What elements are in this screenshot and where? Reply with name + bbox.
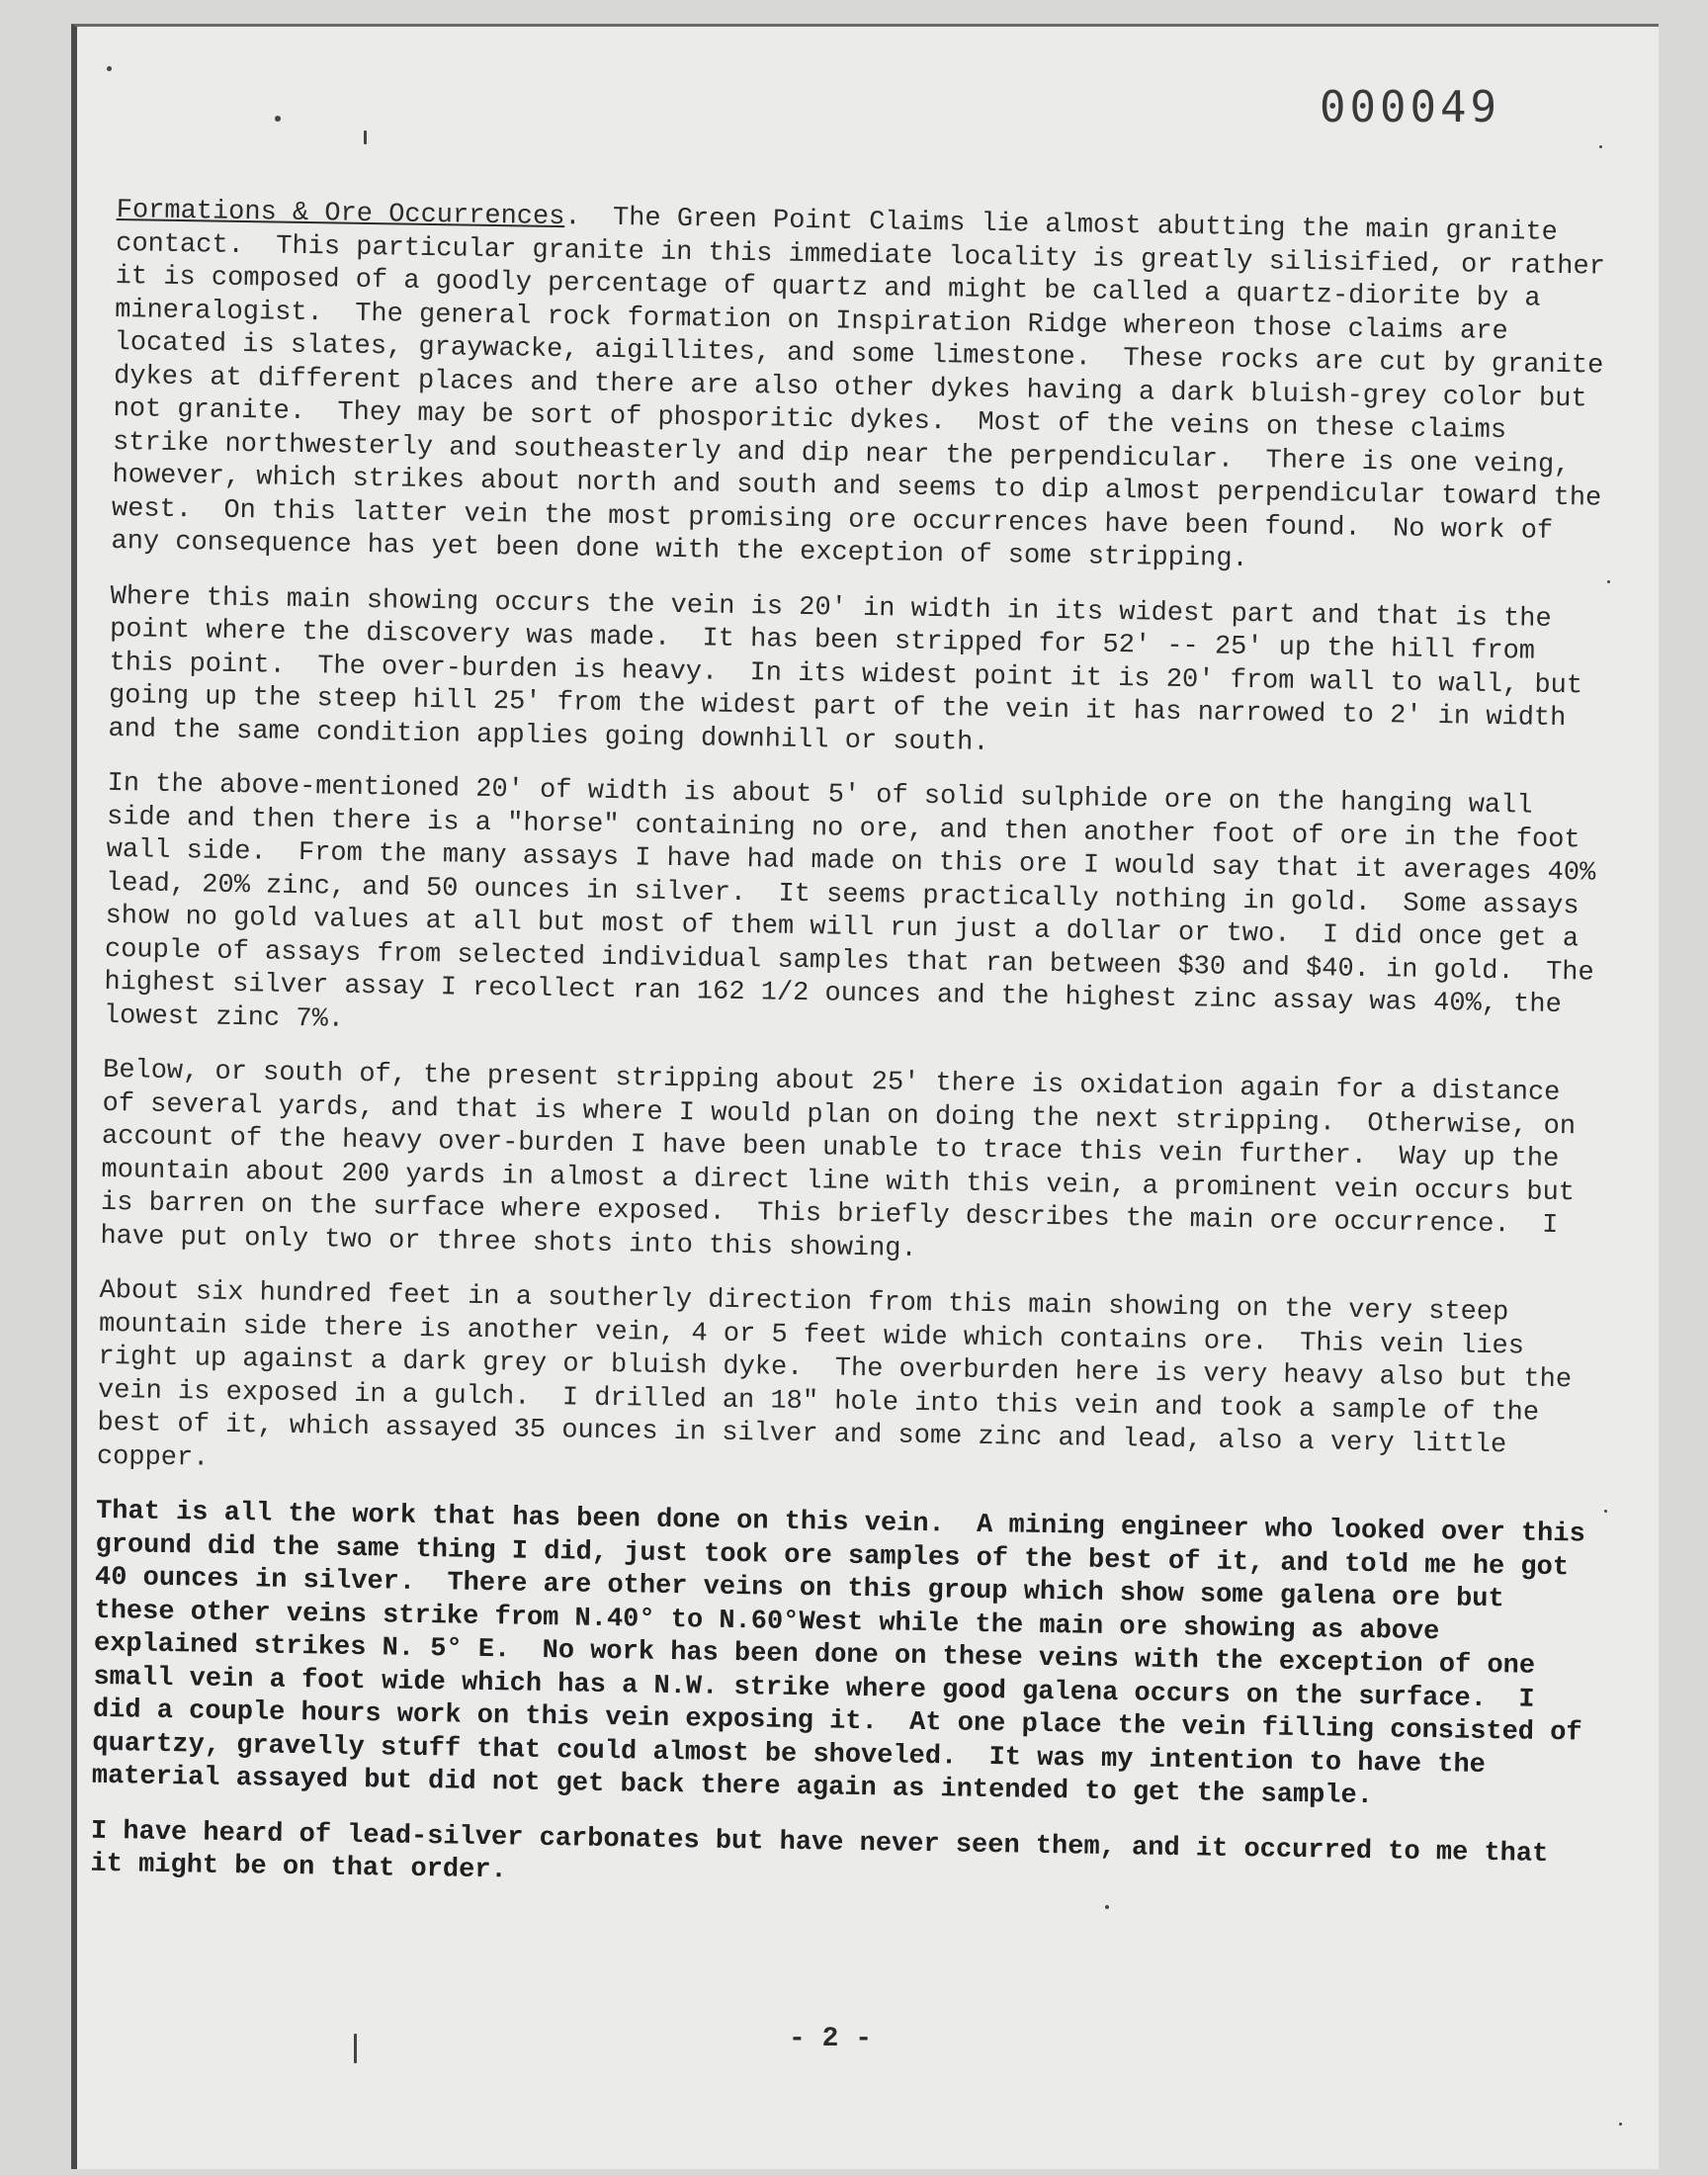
paragraph-text: . The Green Point Claims lie almost abutting the main granite contact. This particular granite in this immediate locality is greatly silisified, or rather it is composed of a goodly percentage of quartz and might be called a quartz-diorite by a mineralogist. The general rock formation on Inspiration Ridge whereon those claims are located is slates, graywacke, aigillites, and some limestone. These rocks are cut by granite dykes at different places and there are also other dykes having a dark bluish-grey color but not granite. They may be sort of phosporitic dykes. Most of the veins on these claims strike northwesterly and southeasterly and dip near the perpendicular. There is one veing, however, which strikes about north and south and seems to dip almost perpendicular toward the west. On this latter vein the most promising ore occurrences have been found. No work of any consequence has yet been done with the exception of some stripping. <box>111 203 1622 575</box>
paragraph-main-showing: Where this main showing occurs the vein is 20' in width in its widest part and that is the point where the discovery was made. It has been stripped for 52' -- 25' up the hill from this point. The over-burden is heavy. In its widest point it is 20' from wall to wall, but going up the steep hill 25' from the widest part of the vein it has narrowed to 2' in width and the same condition applies going downhill or south. <box>108 581 1599 758</box>
paragraph-ore-width: In the above-mentioned 20' of width is about 5' of solid sulphide ore on the hanging wall side and then there is a "horse" containing no ore, and then another foot of ore in the foot wall side. From the many assays I have had made on this ore I would say that it averages 40% lead, 20% zinc, and 50 ounces in silver. It seems practically nothing in gold. Some assays show no gold values at all but most of them will run just a dollar or two. I did once get a couple of assays from selected individual samples that ran between $30 and $40. in gold. The highest silver assay I recollect ran 162 1/2 ounces and the highest zinc assay was 40%, the lowest zinc 7%. <box>103 768 1612 1035</box>
document-page <box>71 24 1659 2169</box>
paragraph-formations <box>111 195 1622 582</box>
scan-speck <box>107 66 112 71</box>
paragraph-other-veins: That is all the work that has been done on this vein. A mining engineer who looked over this ground did the same thing I did, just took ore samples of the best of it, and told me he got 40 ounces in silver. There are other veins on this group which show some galena ore but these other veins strike from N.40° to N.60°West while the main ore showing as above explained strikes N. 5° E. No work has been done on these veins with the exception of one small vein a foot wide which has a N.W. strike where good galena occurs on the surface. I did a couple hours work on this vein exposing it. At one place the vein filling consisted of quartzy, gravelly stuff that could almost be shoveled. It was my intention to have the material assayed but did not get back there again as intended to get the sample. <box>91 1496 1602 1812</box>
paragraph-carbonates: I have heard of lead-silver carbonates but have never seen them, and it occurred to me that it might be on that order. <box>90 1816 1565 1886</box>
scan-speck <box>1604 1510 1607 1513</box>
scan-speck <box>1607 580 1610 583</box>
document-number: 000049 <box>1320 82 1500 132</box>
scan-speck <box>1105 1905 1109 1909</box>
scan-speck <box>354 2034 357 2063</box>
scan-speck <box>1599 145 1602 148</box>
page-number: - 2 - <box>789 2024 873 2054</box>
section-heading: Formations & Ore Occurrences <box>116 195 565 233</box>
paragraph-second-vein: About six hundred feet in a southerly direction from this main showing on the very steep mountain side there is another vein, 4 or 5 feet wide which contains ore. This vein lies right up against a dark grey or bluish dyke. The overburden here is very heavy also but the vein is exposed in a gulch. I drilled an 18" hole into this vein and took a sample of the best of it, which assayed 35 ounces in silver and some zinc and lead, also a very little copper. <box>96 1275 1588 1474</box>
paragraph-oxidation: Below, or south of, the present stripping about 25' there is oxidation again for a distance of several yards, and that is where I would plan on doing the next stripping. Otherwise, on account of the heavy over-burden I have been unable to trace this vein further. Way up the mountain about 200 yards in almost a direct line with this vein, a prominent vein occurs but is barren on the surface where exposed. This briefly describes the main ore occurrence. I have put only two or three shots into this showing. <box>100 1055 1592 1264</box>
scan-speck <box>1619 2123 1622 2126</box>
scan-speck <box>275 116 281 122</box>
scan-speck <box>364 130 367 144</box>
document-body <box>90 195 1622 1939</box>
